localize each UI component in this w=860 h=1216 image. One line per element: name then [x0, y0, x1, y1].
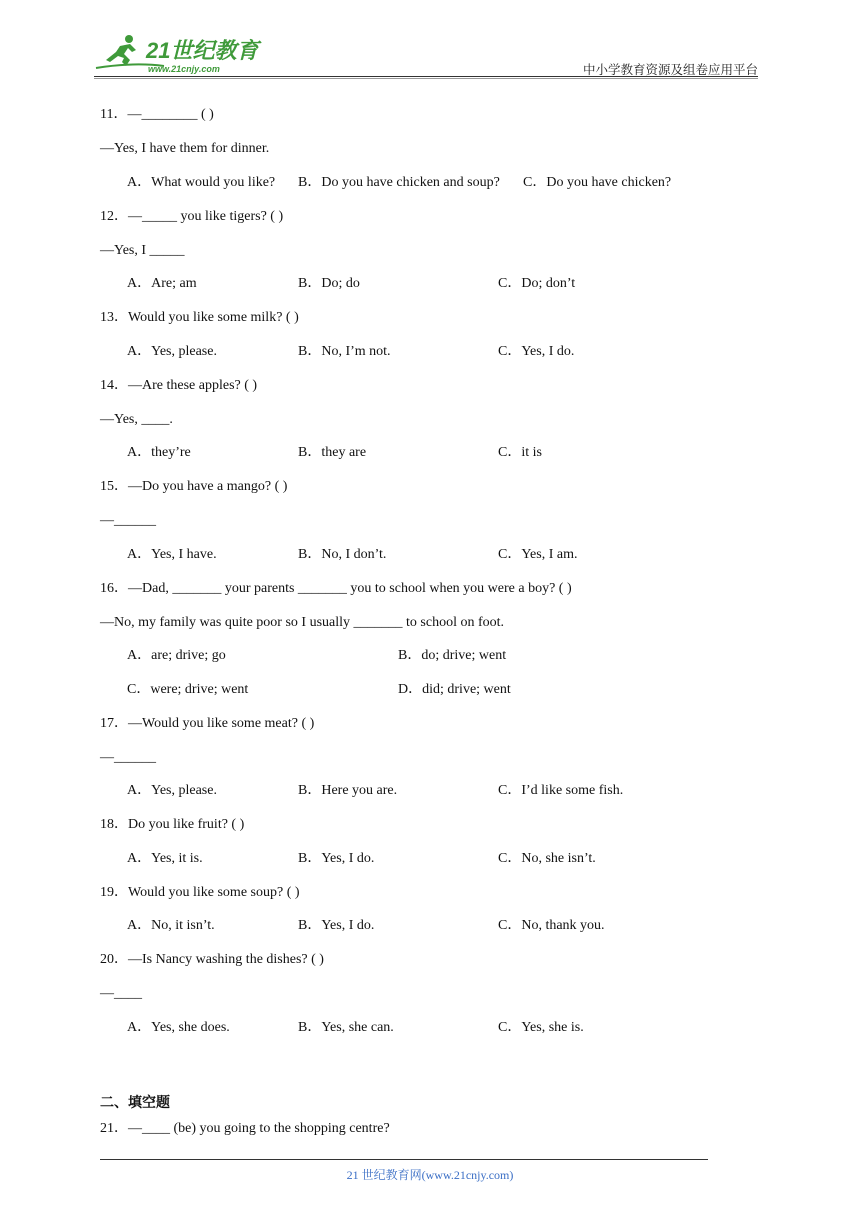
section-title: 二、填空题 [100, 1095, 170, 1111]
logo-21cnjy [94, 32, 264, 76]
option-b[interactable]: B．do; drive; went [398, 648, 507, 663]
option-c[interactable]: C．Do you have chicken? [523, 175, 672, 190]
header-rule [94, 76, 758, 77]
question-stem: 20．—Is Nancy washing the dishes? ( ) [100, 952, 324, 967]
question-stem: 13．Would you like some milk? ( ) [100, 310, 299, 325]
option-c[interactable]: C．No, thank you. [498, 918, 605, 933]
option-b[interactable]: B．Here you are. [298, 783, 398, 798]
option-c[interactable]: C．Yes, I am. [498, 547, 578, 562]
question-line: —Yes, I _____ [100, 243, 185, 258]
footer-rule [100, 1159, 708, 1160]
question-line: —Yes, ____. [100, 412, 173, 427]
question-line: —No, my family was quite poor so I usually _______ to school on foot. [100, 615, 505, 630]
question-stem: 11．—________ ( ) [100, 107, 214, 122]
option-a[interactable]: A．Yes, please. [127, 783, 217, 798]
question-stem: 12．—_____ you like tigers? ( ) [100, 209, 284, 224]
option-a[interactable]: A．Yes, please. [127, 344, 217, 359]
option-a[interactable]: A．they’re [127, 445, 191, 460]
option-b[interactable]: B．Yes, I do. [298, 918, 375, 933]
option-b[interactable]: B．Yes, she can. [298, 1020, 394, 1035]
question-stem: 18．Do you like fruit? ( ) [100, 817, 245, 832]
option-c[interactable]: C．it is [498, 445, 542, 460]
option-b[interactable]: B．Do you have chicken and soup? [298, 175, 500, 190]
option-a[interactable]: A．Yes, it is. [127, 851, 203, 866]
option-c[interactable]: C．Do; don’t [498, 276, 576, 291]
option-b[interactable]: B．Yes, I do. [298, 851, 375, 866]
option-c[interactable]: C．were; drive; went [127, 682, 249, 697]
question-stem: 16．—Dad, _______ your parents _______ you to school when you were a boy? ( ) [100, 581, 572, 596]
option-a[interactable]: A．What would you like? [127, 175, 276, 190]
option-c[interactable]: C．I’d like some fish. [498, 783, 624, 798]
option-b[interactable]: B．Do; do [298, 276, 360, 291]
question-stem: 19．Would you like some soup? ( ) [100, 885, 300, 900]
option-a[interactable]: A．Yes, she does. [127, 1020, 230, 1035]
option-c[interactable]: C．Yes, she is. [498, 1020, 584, 1035]
logo-text: 21世纪教育 [146, 38, 259, 63]
option-a[interactable]: A．Are; am [127, 276, 197, 291]
question-stem: 17．—Would you like some meat? ( ) [100, 716, 315, 731]
question-stem: 15．—Do you have a mango? ( ) [100, 479, 288, 494]
question-line: —____ [100, 986, 142, 1001]
option-b[interactable]: B．No, I don’t. [298, 547, 387, 562]
footer-link[interactable]: 21 世纪教育网(www.21cnjy.com) [346, 1168, 514, 1182]
option-b[interactable]: B．No, I’m not. [298, 344, 391, 359]
question-line: —______ [100, 750, 156, 765]
logo-url: www.21cnjy.com [148, 64, 220, 74]
question-stem: 21．—____ (be) you going to the shopping centre? [100, 1121, 390, 1136]
option-b[interactable]: B．they are [298, 445, 367, 460]
question-line: —Yes, I have them for dinner. [100, 141, 270, 156]
question-line: —______ [100, 513, 156, 528]
page-header [94, 32, 758, 80]
header-rule-thin [94, 78, 758, 79]
option-c[interactable]: C．No, she isn’t. [498, 851, 596, 866]
option-a[interactable]: A．No, it isn’t. [127, 918, 215, 933]
question-stem: 14．—Are these apples? ( ) [100, 378, 258, 393]
option-c[interactable]: C．Yes, I do. [498, 344, 575, 359]
option-a[interactable]: A．are; drive; go [127, 648, 226, 663]
option-a[interactable]: A．Yes, I have. [127, 547, 217, 562]
option-d[interactable]: D．did; drive; went [398, 682, 511, 697]
header-platform-name: 中小学教育资源及组卷应用平台 [582, 62, 758, 77]
